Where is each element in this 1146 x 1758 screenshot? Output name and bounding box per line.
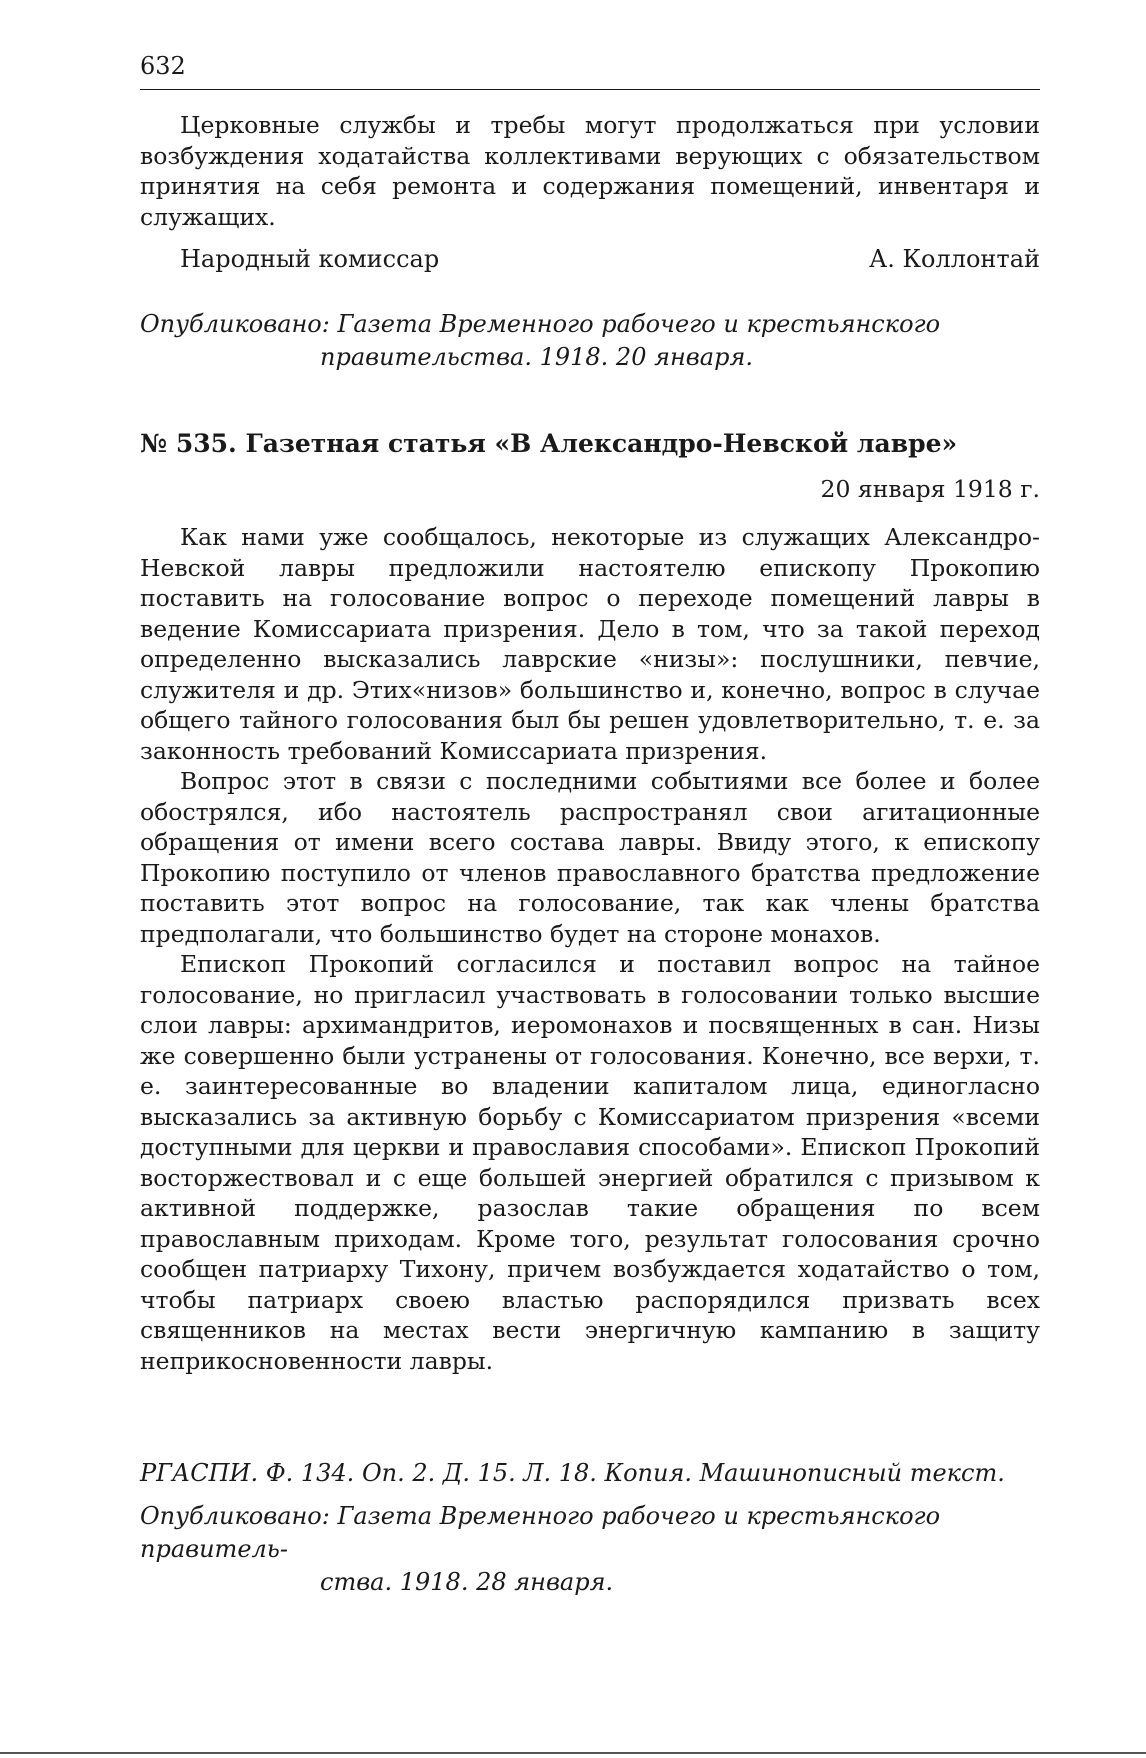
document-title: № 535. Газетная статья «В Александро-Невской лавре» xyxy=(140,429,958,458)
publication-label: Опубликовано: xyxy=(140,310,330,338)
publication-line-2: ства. 1918. 28 января. xyxy=(320,1568,614,1596)
signature-block xyxy=(180,244,1040,274)
document-body xyxy=(140,522,1040,1376)
publication-label: Опубликовано: xyxy=(140,1502,330,1530)
publication-line-1: Газета Временного рабочего и крестьянского правитель- xyxy=(140,1502,941,1563)
publication-line-2: правительства. 1918. 20 января. xyxy=(320,343,753,371)
top-paragraph: Церковные службы и требы могут продолжаться при условии возбуждения ходатайства коллективами верующих с обязательством принятия на себя ремонта и содержания помещений, инвентаря и служащих. xyxy=(140,111,1040,231)
page-number: 632 xyxy=(140,52,186,80)
header-rule xyxy=(140,89,1040,90)
body-paragraph: Епископ Прокопий согласился и поставил вопрос на тайное голосование, но пригласил участвовать в голосовании только высшие слои лавры: архимандритов, иеромонахов и посвященных в сан. Низы же совершенно были устранены от голосования. Конечно, все верхи, т. е. заинтересованные во владении капиталом лица, единогласно высказались за активную борьбу с Комиссариатом призрения «всеми доступными для церкви и православия способами». Епископ Прокопий восторжествовал и с еще большей энергией обратился с призывом к активной поддержке, разослав такие обращения по всем православным приходам. Кроме того, результат голосования срочно сообщен патриарху Тихону, причем возбуждается ходатайство о том, чтобы патриарх своею властью распорядился призвать всех священников на местах вести энергичную кампанию в защиту неприкосновенности лавры. xyxy=(140,950,1040,1375)
publication-line-1: Газета Временного рабочего и крестьянского xyxy=(337,310,941,338)
signature-name: А. Коллонтай xyxy=(869,245,1040,273)
signature-role: Народный комиссар xyxy=(180,245,440,273)
body-paragraph: Как нами уже сообщалось, некоторые из служащих Александро-Невской лавры предложили настоятелю епископу Прокопию поставить на голосование вопрос о переходе помещений лавры в ведение Комиссариата призрения. Дело в том, что за такой переход определенно высказались лаврские «низы»: послушники, певчие, служителя и др. Этих«низов» большинство и, конечно, вопрос в случае общего тайного голосования был бы решен удовлетворительно, т. е. за законность требований Комиссариата призрения. xyxy=(140,523,1040,765)
publication-note-2 xyxy=(140,1500,1040,1599)
archive-reference: РГАСПИ. Ф. 134. Оп. 2. Д. 15. Л. 18. Копия. Машинописный текст. xyxy=(140,1459,1005,1487)
document-date: 20 января 1918 г. xyxy=(820,475,1040,503)
body-paragraph: Вопрос этот в связи с последними событиями все более и более обострялся, ибо настоятель распространял свои агитационные обращения от имени всего состава лавры. Ввиду этого, к епископу Прокопию поступило от членов православного братства предложение поставить этот вопрос на голосование, так как члены братства предполагали, что большинство будет на стороне монахов. xyxy=(140,767,1040,948)
bottom-edge-rule xyxy=(0,1752,1146,1754)
publication-note-1 xyxy=(140,308,1040,374)
